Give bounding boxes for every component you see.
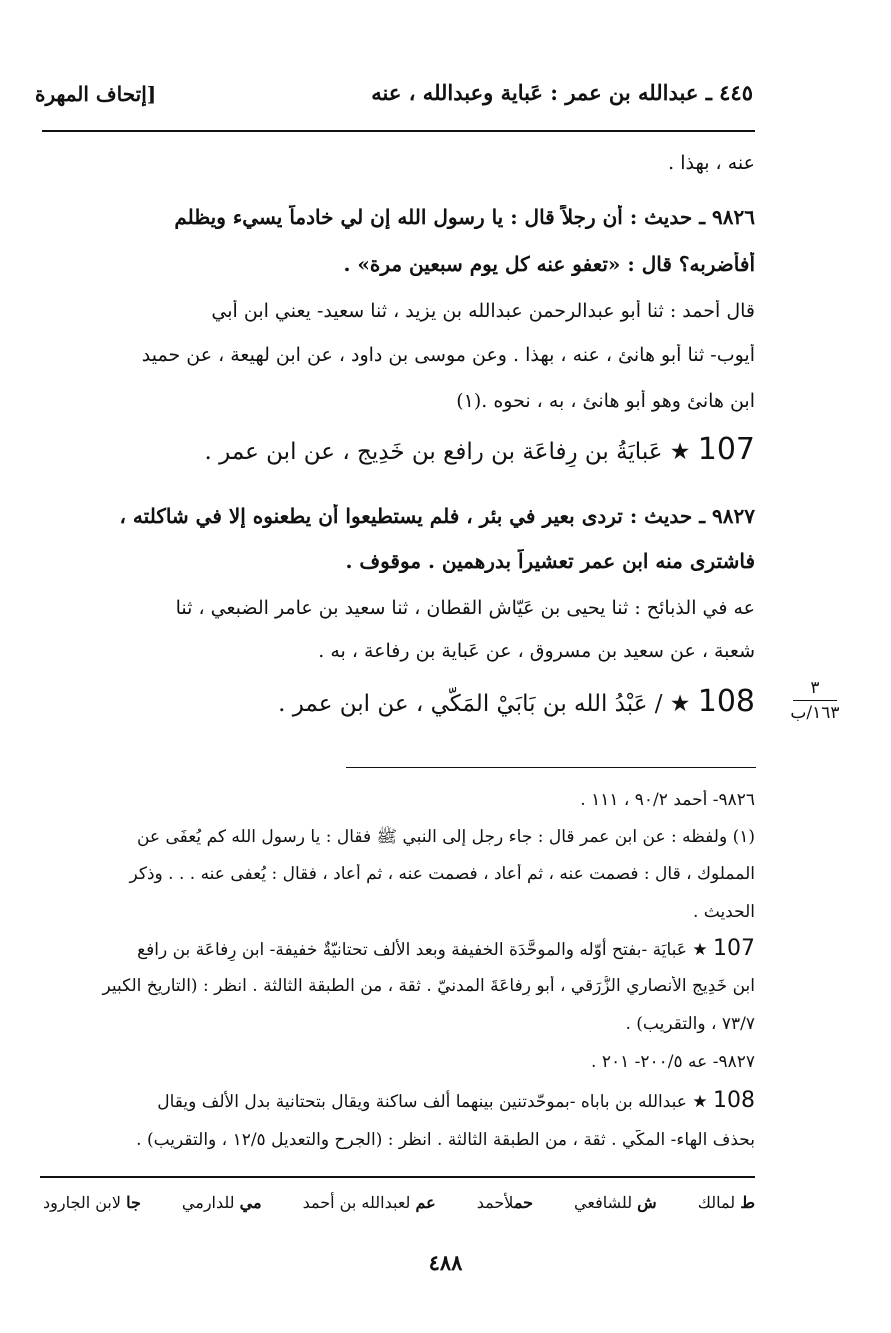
footnote-9827: ٩٨٢٧- عه ٢٠٠/٥- ٢٠١ .	[591, 1052, 755, 1072]
abbreviation-item: عم لعبدالله بن أحمد	[302, 1193, 436, 1212]
body-line-intro: عنه ، بهذا .	[668, 152, 755, 174]
translation-107-number: 107	[697, 432, 755, 467]
abbreviation-item: ش للشافعي	[574, 1193, 657, 1212]
footnote-1-line2: المملوك ، قال : فصمت عنه ، ثم أعاد ، فصمت عنه ، ثم أعاد ، فقال : يُعفى عنه . . . وذكر	[129, 864, 755, 884]
page-number: ٤٨٨	[428, 1250, 463, 1275]
header-rule	[42, 130, 755, 132]
footnote-107-line2: ابن خَدِيج الأنصاري الزُّرَقي ، أبو رِفاعَةَ المدنيّ . ثقة ، من الطبقة الثالثة . انظر : (التاريخ الكبير	[102, 976, 755, 996]
footnote-108-number: 108	[713, 1088, 755, 1113]
footnote-108-line2: بحذف الهاء- المكّي . ثقة ، من الطبقة الثالثة . انظر : (الجرح والتعديل ١٢/٥ ، والتقريب) .	[136, 1130, 755, 1150]
hadith-9827-line2: فاشترى منه ابن عمر تعشيراً بدرهمين . موقوف .	[345, 549, 755, 573]
isnad-ibnmajah-line1: عه في الذبائح : ثنا يحيى بن عَيّاش القطان ، ثنا سعيد بن عامر الضبعي ، ثنا	[175, 597, 755, 619]
footnote-107-number: 107	[713, 936, 755, 961]
hadith-9827-line1: ٩٨٢٧ ـ حديث : تردى بعير في بئر ، فلم يستطيعوا أن يطعنوه إلا في شاكلته ،	[119, 504, 755, 528]
folio-note-bottom: ١٦٣/ب	[790, 703, 840, 723]
isnad-ibnmajah-line2: شعبة ، عن سعيد بن مسروق ، عن عَباية بن رِفاعة ، به .	[318, 640, 755, 662]
abbreviations-rule	[40, 1176, 755, 1178]
footnote-9826: ٩٨٢٦- أحمد ٩٠/٢ ، ١١١ .	[580, 790, 755, 810]
footnote-107-line3: ٧٣/٧ ، والتقريب) .	[625, 1014, 755, 1034]
translation-108-number: 108	[697, 684, 755, 719]
translation-107-heading	[42, 432, 755, 467]
folio-note-divider	[793, 700, 837, 701]
translation-107-text: ★ عَبايَةُ بن رِفاعَة بن رافع بن خَدِيج ، عن ابن عمر .	[204, 439, 691, 465]
translation-108-heading	[42, 684, 755, 719]
isnad-ahmad-line3: ابن هانئ وهو أبو هانئ ، به ، نحوه .(١)	[456, 390, 755, 412]
abbreviation-item: ط لمالك	[697, 1193, 755, 1212]
footnote-108-line1	[43, 1088, 755, 1113]
hadith-9826-line1: ٩٨٢٦ ـ حديث : أن رجلاً قال : يا رسول الله إن لي خادماً يسيء ويظلم	[174, 205, 755, 229]
footnote-107-text: ★ عَبايَة -بفتح أوّله والموحَّدَة الخفيفة وبعد الألف تحتانيّةٌ خفيفة- ابن رِفاعَة بن رافع	[137, 940, 708, 960]
footnote-1-line1: (١) ولفظه : عن ابن عمر قال : جاء رجل إلى النبي ﷺ فقال : يا رسول الله كم يُعفَى عن	[136, 827, 755, 847]
abbreviation-item: حملأحمد	[476, 1193, 533, 1212]
footnote-1-line3: الحديث .	[692, 902, 755, 922]
running-header-title: ٤٤٥ ـ عبدالله بن عمر : عَباية وعبدالله ، عنه	[371, 80, 753, 105]
folio-note-top: ٣	[810, 678, 820, 698]
isnad-ahmad-line1: قال أحمد : ثنا أبو عبدالرحمن عبدالله بن يزيد ، ثنا سعيد- يعني ابن أبي	[211, 300, 755, 322]
translation-108-text: ★ / عَبْدُ الله بن بَابَيْ المَكّي ، عن ابن عمر .	[278, 691, 691, 717]
isnad-ahmad-line2: أيوب- ثنا أبو هانئ ، عنه ، بهذا . وعن موسى بن داود ، عن ابن لهيعة ، عن حميد	[141, 344, 755, 366]
abbreviation-item: جا لابن الجارود	[43, 1193, 141, 1212]
footnote-rule	[346, 767, 756, 768]
hadith-9826-line2: أفأضربه؟ قال : «تعفو عنه كل يوم سبعين مرة» .	[343, 252, 755, 276]
footnote-107-line1	[43, 936, 755, 961]
abbreviations-key	[43, 1193, 755, 1212]
abbreviation-item: مي للدارمي	[181, 1193, 262, 1212]
footnote-108-text: ★ عبدالله بن باباه -بموحّدتنين بينهما ألف ساكنة ويقال بتحتانية بدل الألف ويقال	[157, 1092, 708, 1112]
running-header-book: [إتحاف المهرة	[35, 82, 157, 106]
manuscript-folio-note	[780, 678, 850, 723]
